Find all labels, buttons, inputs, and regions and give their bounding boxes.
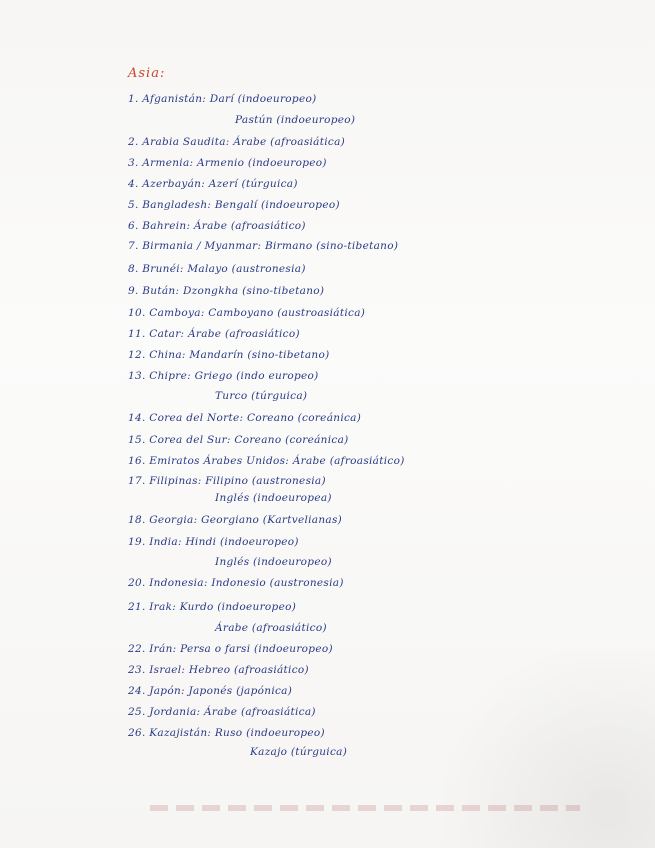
list-item: 7. Birmania / Myanmar: Birmano (sino-tibetano) bbox=[128, 240, 399, 252]
list-item: 13. Chipre: Griego (indo europeo) bbox=[128, 370, 319, 382]
page-shadow bbox=[420, 650, 655, 848]
list-item: 4. Azerbayán: Azerí (túrguica) bbox=[128, 178, 298, 190]
list-item: 2. Arabia Saudita: Árabe (afroasiática) bbox=[128, 136, 346, 148]
list-item: 3. Armenia: Armenio (indoeuropeo) bbox=[128, 157, 327, 169]
list-item: 8. Brunéi: Malayo (austronesia) bbox=[128, 263, 306, 275]
list-item: 1. Afganistán: Darí (indoeuropeo) bbox=[128, 93, 317, 105]
list-item-continuation: Árabe (afroasiático) bbox=[215, 622, 327, 634]
list-item: 11. Catar: Árabe (afroasiático) bbox=[128, 328, 300, 340]
list-item: 25. Jordania: Árabe (afroasiática) bbox=[128, 706, 316, 718]
list-item: 26. Kazajistán: Ruso (indoeuropeo) bbox=[128, 727, 325, 739]
list-item: 5. Bangladesh: Bengalí (indoeuropeo) bbox=[128, 199, 340, 211]
list-item: 12. China: Mandarín (sino-tibetano) bbox=[128, 349, 330, 361]
list-item: 16. Emiratos Árabes Unidos: Árabe (afroasiático) bbox=[128, 455, 405, 467]
bottom-ink-bleed bbox=[150, 805, 580, 811]
list-item: 14. Corea del Norte: Coreano (coreánica) bbox=[128, 412, 362, 424]
list-item: 24. Japón: Japonés (japónica) bbox=[128, 685, 293, 697]
list-item: 9. Bután: Dzongkha (sino-tibetano) bbox=[128, 285, 325, 297]
list-item: 15. Corea del Sur: Coreano (coreánica) bbox=[128, 434, 349, 446]
list-item-continuation: Inglés (indoeuropeo) bbox=[215, 556, 332, 568]
list-item: 10. Camboya: Camboyano (austroasiática) bbox=[128, 307, 366, 319]
page-heading: Asia: bbox=[128, 66, 166, 81]
list-item: 6. Bahrein: Árabe (afroasiático) bbox=[128, 220, 306, 232]
list-item: 22. Irán: Persa o farsi (indoeuropeo) bbox=[128, 643, 333, 655]
list-item-continuation: Inglés (indoeuropea) bbox=[215, 492, 332, 504]
list-item-continuation: Pastún (indoeuropeo) bbox=[235, 114, 356, 126]
list-item: 20. Indonesia: Indonesio (austronesia) bbox=[128, 577, 344, 589]
list-item: 23. Israel: Hebreo (afroasiático) bbox=[128, 664, 309, 676]
list-item: 17. Filipinas: Filipino (austronesia) bbox=[128, 475, 326, 487]
list-item: 18. Georgia: Georgiano (Kartvelianas) bbox=[128, 514, 343, 526]
list-item-continuation: Kazajo (túrguica) bbox=[250, 746, 348, 758]
list-item: 21. Irak: Kurdo (indoeuropeo) bbox=[128, 601, 297, 613]
list-item: 19. India: Hindi (indoeuropeo) bbox=[128, 536, 299, 548]
list-item-continuation: Turco (túrguica) bbox=[215, 390, 308, 402]
